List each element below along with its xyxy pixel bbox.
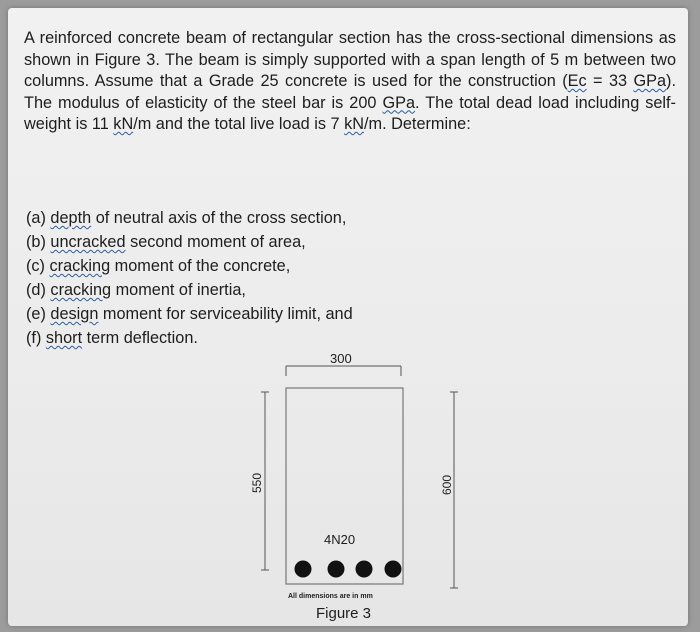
task-text: moment of the concrete, [110,257,291,275]
task-text: second moment of area, [125,233,306,251]
effective-depth-label: 550 [250,472,264,493]
task-text: term deflection. [82,329,198,347]
task-text: moment for serviceability limit, and [98,305,353,323]
unit-gpa-1: GPa [633,72,667,90]
ec-symbol: Ec [567,72,587,90]
rebar [385,561,402,578]
reinforcement-label: 4N20 [324,532,356,547]
task-prefix: (b) [26,233,51,251]
task-prefix: (f) [26,329,46,347]
task-keyword: cracking [50,281,112,299]
beam-section-outline [286,388,403,584]
unit-kn-1: kN [113,115,134,133]
task-prefix: (d) [26,281,51,299]
task-prefix: (a) [26,209,51,227]
unit-gpa-2: GPa [382,93,416,112]
units-note: All dimensions are in mm [288,593,373,600]
statement-text-2: = 33 [586,72,634,90]
statement-text-4: . The total dead load including self-weight is 11 [24,93,676,133]
task-prefix: (e) [26,305,51,323]
statement-text-3: ). The modulus of elasticity of the steel bar is 200 [24,72,676,112]
rebar [295,561,312,578]
figure-caption: Figure 3 [316,605,372,622]
unit-kn-2: kN [344,115,364,133]
rebar [356,561,373,578]
task-keyword: cracking [49,257,111,275]
task-text: of neutral axis of the cross section, [91,209,347,227]
beam-cross-section-figure [8,8,688,626]
rebar [328,561,345,578]
statement-text-5: /m and the total live load is 7 [133,115,345,133]
task-keyword: depth [50,209,92,227]
task-text: moment of inertia, [111,281,246,299]
task-prefix: (c) [26,257,50,275]
task-keyword: short [45,329,83,347]
problem-sheet [8,8,688,626]
statement-text-1: A reinforced concrete beam of rectangular section has the cross-sectional dimensions as shown in Figure 3. The beam is simply supported with a span length of 5 m between two columns. Assume that a Grade 25 concrete is used for the construction ( [24,29,676,90]
task-keyword: uncracked [50,233,126,251]
task-keyword: design [50,305,99,323]
statement-text-6: /m. Determine: [363,115,471,133]
width-label: 300 [330,351,352,366]
total-depth-label: 600 [440,474,454,495]
